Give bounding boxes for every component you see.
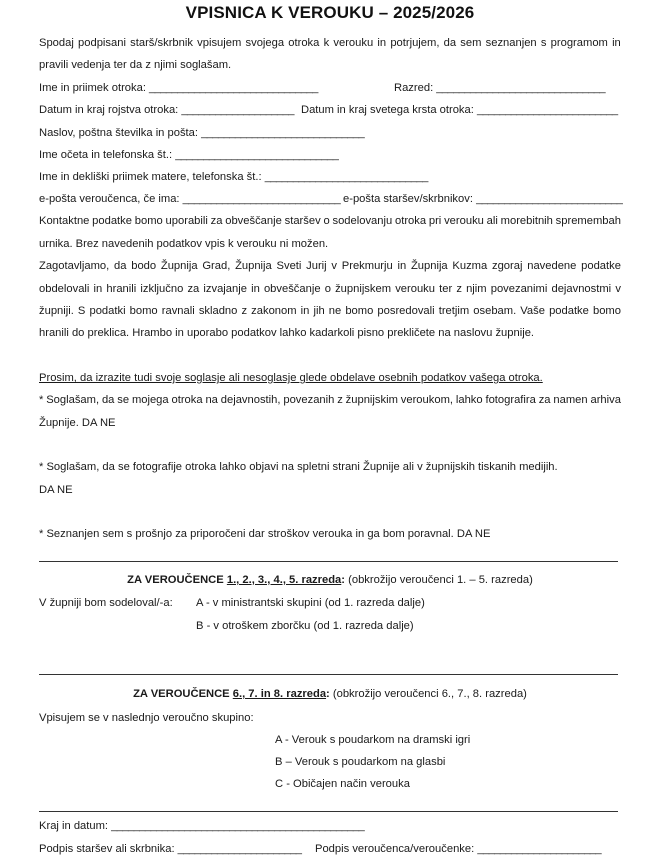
address-field[interactable] (39, 126, 364, 140)
word: župnijskem (335, 283, 392, 295)
word: in (93, 283, 103, 295)
word: in (300, 305, 310, 317)
father-label: Ime očeta in telefonska št.: (39, 149, 173, 161)
child-name-blank[interactable]: ______________________________ (149, 82, 318, 94)
student-signature-field[interactable] (315, 842, 601, 856)
section-1-5-heading (0, 573, 660, 587)
section-1-5-option-a[interactable]: A - v ministrantski skupini (od 1. razreda dalje) (196, 597, 425, 609)
word: Sveti (276, 260, 302, 272)
section-6-8-option-a[interactable]: A - Verouk s poudarkom na dramski igri (275, 734, 471, 746)
section-6-8-heading (0, 687, 660, 701)
word: S (77, 305, 86, 317)
word: in (397, 260, 407, 272)
word: verouku (333, 37, 374, 49)
word: Jurij (306, 260, 327, 272)
word: obveščanje (225, 215, 282, 227)
word: in (251, 283, 260, 295)
word: hranili (106, 283, 137, 295)
student-signature-blank[interactable]: ______________________ (477, 843, 602, 855)
consent-heading: Prosim, da izrazite tudi svoje soglasje ali nesoglasje glede obdelave osebnih podatkov vašega otroka. (39, 372, 543, 384)
parents-email-label: e-pošta staršev/skrbnikov: (343, 193, 473, 205)
section-6-8-heading-grades: 6., 7. in 8. razreda (232, 688, 327, 700)
word: župniji. (39, 305, 74, 317)
word: otroka (288, 37, 320, 49)
word: arhiva (590, 394, 621, 406)
section-6-8-heading-note: (obkrožijo veroučenci 6., 7., 8. razreda) (329, 688, 527, 700)
word: v (331, 260, 337, 272)
father-blank[interactable]: _____________________________ (175, 149, 339, 161)
publish-consent-line-1: * Soglašam, da se fotografije otroka lahko objavi na spletni strani Župnije ali v župnijskih tiskanih medijih. (39, 461, 558, 473)
word: staršev (284, 215, 321, 227)
word: verouku (395, 283, 435, 295)
word: podpisani (78, 37, 126, 49)
section-1-5-option-b[interactable]: B - v otroškem zborčku (od 1. razreda dalje) (196, 620, 414, 632)
word: podatke (92, 215, 132, 227)
word: Kuzma (452, 260, 488, 272)
word: lahko (455, 394, 483, 406)
grade-field[interactable] (394, 81, 605, 95)
word: ter (439, 283, 453, 295)
word: bodo (131, 260, 157, 272)
word: Župnija (410, 260, 448, 272)
word: obveščanje (263, 283, 321, 295)
word: k (323, 37, 330, 49)
mother-label: Ime in dekliški priimek matere, telefonska št.: (39, 171, 262, 183)
word: povezanimi (490, 283, 548, 295)
word: otroka (394, 215, 427, 227)
word: izključno (140, 283, 184, 295)
parent-signature-label: Podpis staršev ali skrbnika: (39, 843, 175, 855)
address-label: Naslov, poštna številka in pošta: (39, 127, 198, 139)
word: bomo (129, 305, 158, 317)
word: morebitnih (500, 215, 553, 227)
word: bomo (134, 215, 163, 227)
word: jih (313, 305, 325, 317)
word: povezanih (283, 394, 335, 406)
word: vpisujem (197, 37, 242, 49)
child-name-field[interactable] (39, 81, 318, 95)
word: potrjujem, (390, 37, 440, 49)
word: bomo (345, 305, 374, 317)
word: s (540, 37, 547, 49)
section-1-5-heading-note: (obkrožijo veroučenci 1. – 5. razreda) (345, 574, 533, 586)
word: za (210, 215, 223, 227)
word: uporabili (165, 215, 208, 227)
word: z (456, 283, 462, 295)
section-6-8-option-c[interactable]: C - Običajen način verouka (275, 778, 410, 790)
section-1-5-label: V župniji bom sodeloval/-a: (39, 597, 173, 609)
intro-line-1 (39, 36, 621, 50)
word: za (187, 283, 200, 295)
word: pri (428, 215, 442, 227)
section-6-8-heading-colon: : (326, 688, 330, 700)
word: ne (328, 305, 342, 317)
word: bomo (592, 305, 621, 317)
contact-notice-line-2: urnika. Brez navedenih podatkov vpis k verouku ni možen. (39, 238, 329, 250)
word: Prekmurju (341, 260, 393, 272)
word: ravnali (161, 305, 195, 317)
birth-blank[interactable]: ____________________ (181, 104, 294, 116)
section-6-8-option-b[interactable]: B – Verouk s poudarkom na glasbi (275, 756, 446, 768)
place-date-label: Kraj in datum: (39, 820, 109, 832)
word: Župnija (160, 260, 198, 272)
parent-signature-field[interactable] (39, 842, 301, 856)
word: o (324, 283, 331, 295)
parents-email-field[interactable] (343, 192, 622, 206)
contact-notice-line-1 (39, 214, 621, 228)
divider-3 (39, 811, 618, 812)
word: njim (466, 283, 487, 295)
word: namen (553, 394, 588, 406)
word: seznanjen (485, 37, 537, 49)
word: sem (460, 37, 482, 49)
word: Župnija (235, 260, 272, 272)
baptism-blank[interactable]: _________________________ (476, 104, 618, 116)
parents-email-blank[interactable]: __________________________ (476, 193, 623, 205)
word: Grad, (202, 260, 231, 272)
word: da (114, 260, 127, 272)
mother-blank[interactable]: _____________________________ (264, 171, 428, 183)
word: osebam. (473, 305, 517, 317)
word: Zagotavljamo, (39, 260, 110, 272)
publish-consent-line-2[interactable]: DA NE (39, 484, 73, 496)
birth-field[interactable] (39, 103, 294, 117)
section-6-8-label: Vpisujem se v naslednjo veroučno skupino: (39, 712, 254, 724)
word: programom (550, 37, 608, 49)
divider-1 (39, 561, 618, 562)
word: otroka (171, 394, 203, 406)
grade-label: Razred: (394, 82, 434, 94)
parent-signature-blank[interactable]: ______________________ (177, 843, 302, 855)
word: obdelovali (39, 283, 90, 295)
word: verouku (444, 215, 484, 227)
word: dejavnostih, (220, 394, 281, 406)
word: da (443, 37, 457, 49)
student-email-label: e-pošta veroučenca, če ima: (39, 193, 180, 205)
word: ali (486, 215, 498, 227)
baptism-field[interactable] (301, 103, 618, 117)
word: Vaše (520, 305, 545, 317)
cost-consent-line[interactable]: * Seznanjen sem s prošnjo za priporočeni dar stroškov verouka in ga bom poravnal. DA NE (39, 528, 491, 540)
word: zakonom (251, 305, 297, 317)
word: Spodaj (39, 37, 74, 49)
word: se (117, 394, 130, 406)
word: mojega (131, 394, 169, 406)
word: in (377, 37, 387, 49)
word: o (323, 215, 330, 227)
privacy-line-1 (39, 259, 621, 273)
grade-blank[interactable]: ______________________________ (436, 82, 605, 94)
student-email-field[interactable] (39, 192, 340, 206)
place-date-field[interactable] (39, 819, 364, 833)
student-email-blank[interactable]: ____________________________ (182, 193, 341, 205)
word: veroukom, (400, 394, 453, 406)
word: v (615, 283, 621, 295)
child-name-label: Ime in priimek otroka: (39, 82, 146, 94)
father-field[interactable] (39, 148, 338, 162)
section-1-5-heading-grades: 1., 2., 3., 4., 5. razreda (226, 574, 342, 586)
word: posredovali (377, 305, 435, 317)
word: navedene (527, 260, 577, 272)
word: podatki (89, 305, 126, 317)
word: podatke (549, 305, 589, 317)
word: da (101, 394, 115, 406)
word: tretjim (438, 305, 470, 317)
word: podatke (581, 260, 621, 272)
divider-2 (39, 674, 618, 675)
section-1-5-heading-colon: : (341, 574, 346, 586)
word: fotografira (485, 394, 536, 406)
photo-consent-line-1 (39, 393, 621, 407)
section-6-8-heading-prefix: ZA VEROUČENCE (133, 688, 233, 700)
word: starš/skrbnik (130, 37, 193, 49)
baptism-label: Datum in kraj svetega krsta otroka: (301, 104, 474, 116)
word: župnijskim (345, 394, 398, 406)
mother-field[interactable] (39, 170, 428, 184)
word: svojega (245, 37, 285, 49)
birth-label: Datum in kraj rojstva otroka: (39, 104, 179, 116)
word: dejavnostmi (551, 283, 612, 295)
word: izvajanje (203, 283, 247, 295)
word: sodelovanju (332, 215, 393, 227)
student-signature-label: Podpis veroučenca/veroučenke: (315, 843, 475, 855)
word: zgoraj (491, 260, 523, 272)
word: na (205, 394, 218, 406)
photo-consent-line-2[interactable]: Župnije. DA NE (39, 417, 116, 429)
word: Soglašam, (46, 394, 100, 406)
word: z (241, 305, 248, 317)
word: * (39, 394, 44, 406)
word: za (538, 394, 551, 406)
word: z (337, 394, 343, 406)
intro-line-2: pravili vedenja ter da z njimi soglašam. (39, 59, 232, 71)
form-title: VPISNICA K VEROUKU – 2025/2026 (185, 3, 475, 22)
privacy-line-3 (39, 304, 621, 318)
section-1-5-heading-prefix: ZA VEROUČENCE (127, 574, 227, 586)
word: skladno (198, 305, 238, 317)
privacy-line-4: hranili do preklica. Hrambo in uporabo podatkov lahko kadarkoli pisno prekličete na naslovu župnije. (39, 327, 535, 339)
privacy-line-2 (39, 282, 621, 296)
place-date-blank[interactable]: _____________________________________________ (111, 820, 365, 832)
word: spremembah (555, 215, 621, 227)
word: in (612, 37, 621, 49)
address-blank[interactable]: _____________________________ (201, 127, 365, 139)
word: Kontaktne (39, 215, 90, 227)
